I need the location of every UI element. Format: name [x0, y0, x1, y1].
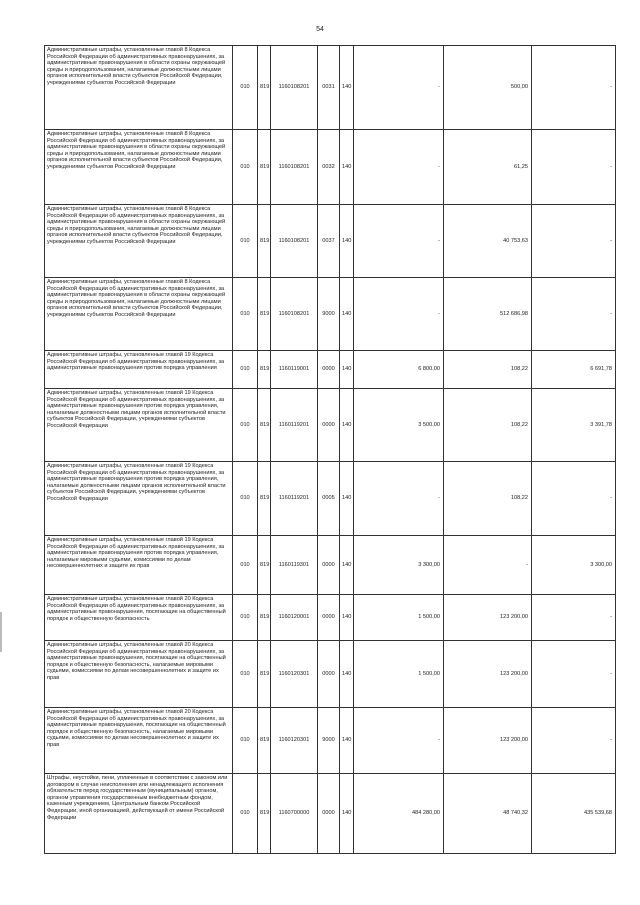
cell-desc: Административные штрафы, установленные главой 20 Кодекса Российской Федерации об административных правонарушениях, за административные правонарушения, посягающие на общественный порядок и общественную безопасность, налагаемые мировыми судьями, комиссиями по делам несовершеннолетних и защите их прав: [45, 708, 233, 774]
cell-c5: 140: [340, 205, 354, 278]
cell-c3: 1160120301: [271, 708, 318, 774]
cell-c4: 0005: [318, 462, 340, 536]
cell-v2: 108,22: [444, 462, 532, 536]
cell-c2: 819: [258, 462, 271, 536]
cell-c5: 140: [340, 130, 354, 205]
table-row: [45, 595, 616, 641]
budget-table: [44, 45, 616, 854]
table-row: [45, 774, 616, 854]
table-body: [45, 46, 616, 854]
cell-v1: 484 280,00: [354, 774, 444, 854]
cell-c2: 819: [258, 595, 271, 641]
table-row: [45, 278, 616, 351]
cell-c1: 010: [233, 389, 258, 462]
cell-v3: 3 300,00: [532, 536, 616, 595]
cell-c5: 140: [340, 462, 354, 536]
cell-desc: Административные штрафы, установленные главой 8 Кодекса Российской Федерации об административных правонарушениях, за административные правонарушения в области охраны окружающей среды и природопользования, налагаемые должностными лицами органов исполнительной власти субъектов Российской Федерации, учреждениями субъектов Российской Федерации: [45, 278, 233, 351]
cell-c4: 0037: [318, 205, 340, 278]
cell-v1: 1 500,00: [354, 595, 444, 641]
cell-desc: Административные штрафы, установленные главой 20 Кодекса Российской Федерации об административных правонарушениях, за административные правонарушения, посягающие на общественный порядок и общественную безопасность: [45, 595, 233, 641]
cell-c5: 140: [340, 46, 354, 130]
cell-c1: 010: [233, 595, 258, 641]
cell-v1: -: [354, 708, 444, 774]
cell-v2: 61,25: [444, 130, 532, 205]
cell-v1: -: [354, 278, 444, 351]
cell-c1: 010: [233, 278, 258, 351]
cell-c2: 819: [258, 641, 271, 708]
cell-v2: 123 200,00: [444, 708, 532, 774]
cell-c5: 140: [340, 595, 354, 641]
cell-c5: 140: [340, 389, 354, 462]
cell-v1: 3 300,00: [354, 536, 444, 595]
scan-edge-mark: [0, 612, 2, 652]
cell-v2: 48 740,32: [444, 774, 532, 854]
cell-v3: -: [532, 130, 616, 205]
cell-v3: -: [532, 205, 616, 278]
cell-c2: 819: [258, 351, 271, 389]
cell-c5: 140: [340, 641, 354, 708]
cell-c2: 819: [258, 205, 271, 278]
cell-c2: 819: [258, 708, 271, 774]
table-row: [45, 130, 616, 205]
cell-c5: 140: [340, 536, 354, 595]
cell-v1: -: [354, 130, 444, 205]
cell-c4: 9000: [318, 278, 340, 351]
cell-c2: 819: [258, 46, 271, 130]
cell-c3: 1160108201: [271, 130, 318, 205]
cell-c4: 0031: [318, 46, 340, 130]
cell-c3: 1160119301: [271, 536, 318, 595]
cell-c2: 819: [258, 130, 271, 205]
cell-v3: 6 691,78: [532, 351, 616, 389]
cell-v3: -: [532, 278, 616, 351]
cell-c3: 1160119201: [271, 462, 318, 536]
cell-c1: 010: [233, 130, 258, 205]
cell-v1: -: [354, 46, 444, 130]
table-row: [45, 462, 616, 536]
cell-v1: 1 500,00: [354, 641, 444, 708]
cell-c1: 010: [233, 462, 258, 536]
cell-c3: 1160700000: [271, 774, 318, 854]
cell-v3: -: [532, 46, 616, 130]
table-row: [45, 389, 616, 462]
cell-v2: 123 200,00: [444, 641, 532, 708]
cell-c3: 1160108201: [271, 46, 318, 130]
cell-c4: 0000: [318, 389, 340, 462]
cell-v2: -: [444, 536, 532, 595]
cell-v3: -: [532, 462, 616, 536]
cell-v2: 123 200,00: [444, 595, 532, 641]
cell-c4: 0000: [318, 351, 340, 389]
cell-c1: 010: [233, 708, 258, 774]
cell-v1: 3 500,00: [354, 389, 444, 462]
table-row: [45, 641, 616, 708]
cell-c3: 1160119001: [271, 351, 318, 389]
table-row: [45, 536, 616, 595]
cell-desc: Административные штрафы, установленные главой 8 Кодекса Российской Федерации об административных правонарушениях, за административные правонарушения в области охраны окружающей среды и природопользования, налагаемые должностными лицами органов исполнительной власти субъектов Российской Федерации, учреждениями субъектов Российской Федерации: [45, 130, 233, 205]
cell-v2: 108,22: [444, 351, 532, 389]
cell-c4: 0000: [318, 774, 340, 854]
cell-v3: 435 539,68: [532, 774, 616, 854]
table-row: [45, 46, 616, 130]
cell-v1: -: [354, 462, 444, 536]
cell-v3: -: [532, 595, 616, 641]
cell-c1: 010: [233, 205, 258, 278]
cell-desc: Административные штрафы, установленные главой 20 Кодекса Российской Федерации об административных правонарушениях, за административные правонарушения, посягающие на общественный порядок и общественную безопасность, налагаемые мировыми судьями, комиссиями по делам несовершеннолетних и защите их прав: [45, 641, 233, 708]
cell-c4: 0032: [318, 130, 340, 205]
cell-c3: 1160108201: [271, 205, 318, 278]
cell-c4: 0000: [318, 595, 340, 641]
cell-v1: -: [354, 205, 444, 278]
cell-desc: Административные штрафы, установленные главой 19 Кодекса Российской Федерации об административных правонарушениях, за административные правонарушения против порядка управления, налагаемые должностными лицами органов исполнительной власти субъектов Российской Федерации, учреждениями субъектов Российской Федерации: [45, 462, 233, 536]
table-row: [45, 708, 616, 774]
cell-c2: 819: [258, 389, 271, 462]
cell-desc: Административные штрафы, установленные главой 8 Кодекса Российской Федерации об административных правонарушениях, за административные правонарушения в области охраны окружающей среды и природопользования, налагаемые должностными лицами органов исполнительной власти субъектов Российской Федерации, учреждениями субъектов Российской Федерации: [45, 205, 233, 278]
cell-v3: 3 391,78: [532, 389, 616, 462]
cell-c5: 140: [340, 774, 354, 854]
cell-c3: 1160120001: [271, 595, 318, 641]
cell-c5: 140: [340, 708, 354, 774]
cell-c5: 140: [340, 351, 354, 389]
cell-c2: 819: [258, 774, 271, 854]
cell-desc: Административные штрафы, установленные главой 19 Кодекса Российской Федерации об административных правонарушениях, за административные правонарушения против порядка управления, налагаемые мировыми судьями, комиссиями по делам несовершеннолетних и защите их прав: [45, 536, 233, 595]
page-number: 54: [316, 26, 324, 33]
cell-c2: 819: [258, 536, 271, 595]
cell-v2: 40 753,63: [444, 205, 532, 278]
cell-c4: 9000: [318, 708, 340, 774]
cell-c1: 010: [233, 641, 258, 708]
cell-v2: 500,00: [444, 46, 532, 130]
cell-v2: 108,22: [444, 389, 532, 462]
table-row: [45, 351, 616, 389]
cell-c1: 010: [233, 351, 258, 389]
cell-c4: 0000: [318, 536, 340, 595]
table-row: [45, 205, 616, 278]
cell-desc: Административные штрафы, установленные главой 19 Кодекса Российской Федерации об административных правонарушениях, за административные правонарушения против порядка управления, налагаемые должностными лицами органов исполнительной власти субъектов Российской Федерации, учреждениями субъектов Российской Федерации: [45, 389, 233, 462]
cell-c1: 010: [233, 46, 258, 130]
cell-c4: 0000: [318, 641, 340, 708]
cell-desc: Административные штрафы, установленные главой 19 Кодекса Российской Федерации об административных правонарушениях, за административные правонарушения против порядка управления: [45, 351, 233, 389]
cell-c3: 1160119201: [271, 389, 318, 462]
cell-desc: Штрафы, неустойки, пени, уплаченные в соответствии с законом или договором в случае неисполнения или ненадлежащего исполнения обязательств перед государственным (муниципальным) органом, органом управления государственным внебюджетным фондом, казенным учреждением, Центральным банком Российской Федерации, иной организацией, действующей от имени Российской Федерации: [45, 774, 233, 854]
cell-desc: Административные штрафы, установленные главой 8 Кодекса Российской Федерации об административных правонарушениях, за административные правонарушения в области охраны окружающей среды и природопользования, налагаемые должностными лицами органов исполнительной власти субъектов Российской Федерации, учреждениями субъектов Российской Федерации: [45, 46, 233, 130]
cell-c5: 140: [340, 278, 354, 351]
cell-v1: 6 800,00: [354, 351, 444, 389]
cell-v2: 512 686,98: [444, 278, 532, 351]
cell-c2: 819: [258, 278, 271, 351]
cell-c1: 010: [233, 536, 258, 595]
cell-c3: 1160120301: [271, 641, 318, 708]
cell-c1: 010: [233, 774, 258, 854]
cell-v3: -: [532, 641, 616, 708]
cell-v3: -: [532, 708, 616, 774]
cell-c3: 1160108201: [271, 278, 318, 351]
